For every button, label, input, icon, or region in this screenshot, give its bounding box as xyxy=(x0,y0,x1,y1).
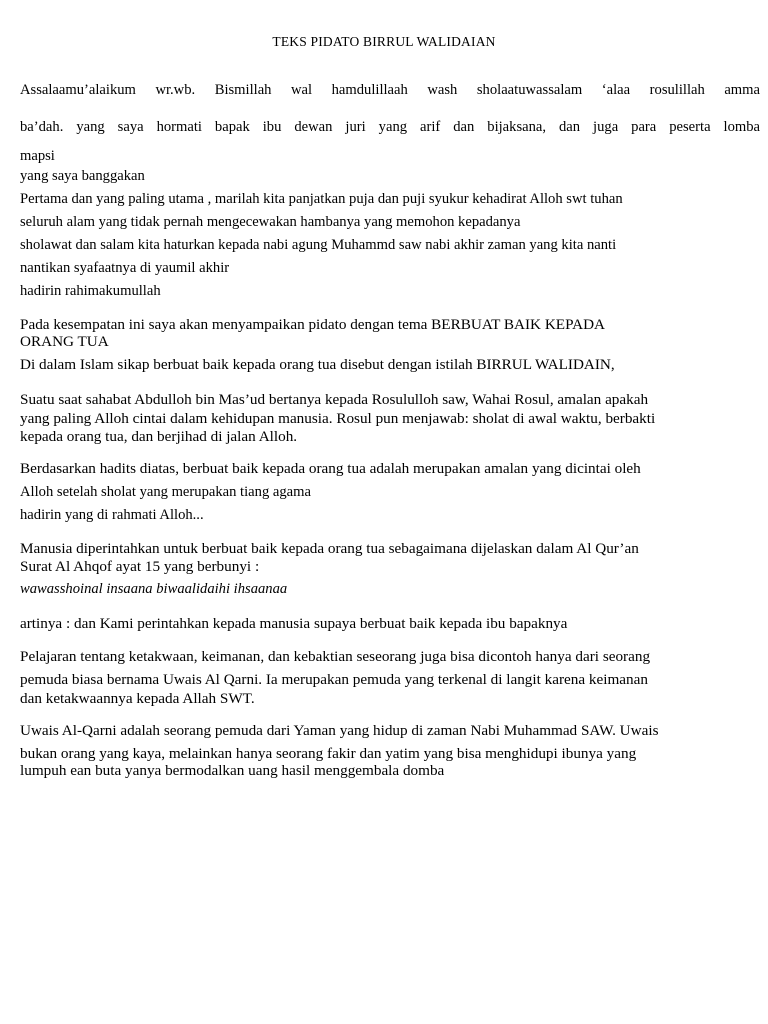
text-line: Berdasarkan hadits diatas, berbuat baik kepada orang tua adalah merupakan amalan yang dicintai oleh xyxy=(20,460,641,477)
text-line: nantikan syafaatnya di yaumil akhir xyxy=(20,260,230,276)
text-line: Surat Al Ahqof ayat 15 yang berbunyi : xyxy=(20,558,260,575)
text-line: Assalaamu’alaikum wr.wb. Bismillah wal hamdulillaah wash sholaatuwassalam ‘alaa rosulillah amma xyxy=(20,82,760,98)
text-line: yang saya banggakan xyxy=(20,168,145,184)
text-line: pemuda biasa bernama Uwais Al Qarni. Ia merupakan pemuda yang terkenal di langit karena keimanan xyxy=(20,671,648,688)
text-line: Uwais Al-Qarni adalah seorang pemuda dari Yaman yang hidup di zaman Nabi Muhammad SAW. Uwais xyxy=(20,722,659,739)
text-line: ba’dah. yang saya hormati bapak ibu dewan juri yang arif dan bijaksana, dan juga para peserta lomba xyxy=(20,119,760,135)
text-line: hadirin yang di rahmati Alloh... xyxy=(20,507,204,523)
text-line: Manusia diperintahkan untuk berbuat baik kepada orang tua sebagaimana dijelaskan dalam Al Qur’an xyxy=(20,540,639,557)
text-line: Pertama dan yang paling utama , marilah kita panjatkan puja dan puji syukur kehadirat Alloh swt tuhan xyxy=(20,191,623,207)
text-line: artinya : dan Kami perintahkan kepada manusia supaya berbuat baik kepada ibu bapaknya xyxy=(20,615,568,632)
text-line: Pelajaran tentang ketakwaan, keimanan, dan kebaktian seseorang juga bisa dicontoh hanya dari seorang xyxy=(20,648,651,665)
text-line: hadirin rahimakumullah xyxy=(20,283,161,299)
text-line: sholawat dan salam kita haturkan kepada nabi agung Muhammd saw nabi akhir zaman yang kita nanti xyxy=(20,237,617,253)
text-line: kepada orang tua, dan berjihad di jalan Alloh. xyxy=(20,428,298,445)
text-line: yang paling Alloh cintai dalam kehidupan manusia. Rosul pun menjawab: sholat di awal waktu, berbakti xyxy=(20,410,656,427)
arabic-transliteration: wawasshoinal insaana biwaalidaihi ihsaanaa xyxy=(20,581,288,597)
text-line: bukan orang yang kaya, melainkan hanya seorang fakir dan yatim yang bisa menghidupi ibunya yang xyxy=(20,745,637,762)
document-title: TEKS PIDATO BIRRUL WALIDAIAN xyxy=(272,34,496,49)
text-line: seluruh alam yang tidak pernah mengecewakan hambanya yang memohon kepadanya xyxy=(20,214,521,230)
text-line: lumpuh ean buta yanya bermodalkan uang hasil menggembala domba xyxy=(20,762,445,779)
text-line: Di dalam Islam sikap berbuat baik kepada orang tua disebut dengan istilah BIRRUL WALIDAIN, xyxy=(20,356,615,373)
text-line: Suatu saat sahabat Abdulloh bin Mas’ud bertanya kepada Rosululloh saw, Wahai Rosul, amalan apakah xyxy=(20,391,649,408)
text-line: Alloh setelah sholat yang merupakan tiang agama xyxy=(20,484,311,500)
text-line: ORANG TUA xyxy=(20,333,109,350)
text-line: mapsi xyxy=(20,148,55,164)
text-line: dan ketakwaannya kepada Allah SWT. xyxy=(20,690,255,707)
text-line: Pada kesempatan ini saya akan menyampaikan pidato dengan tema BERBUAT BAIK KEPADA xyxy=(20,316,606,333)
